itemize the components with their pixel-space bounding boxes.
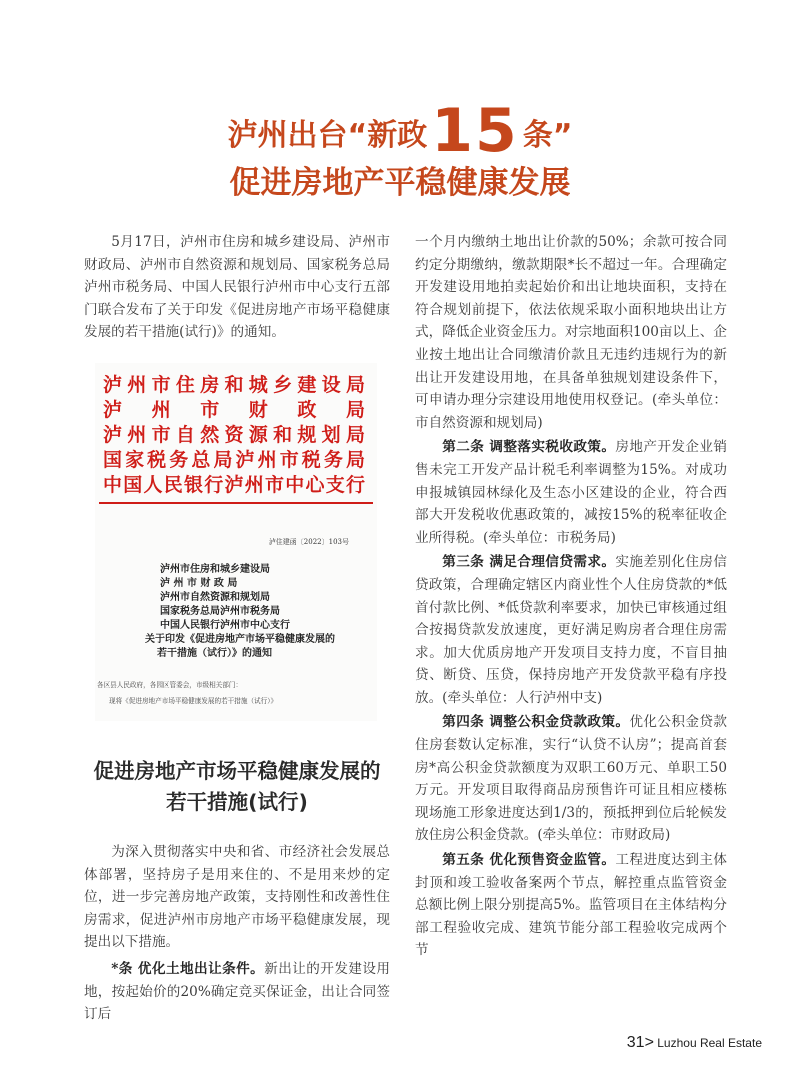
clause-heading: 第三条 满足合理信贷需求。 <box>442 554 616 571</box>
clause-paragraph <box>84 958 390 1026</box>
doc-header-line: 中国人民银行泸州市中心支行 <box>160 620 290 631</box>
preamble-paragraph <box>84 841 390 954</box>
doc-body-line: 现将《促进房地产市场平稳健康发展的若干措施（试行）》 <box>109 697 278 705</box>
clause-text: 一个月内缴纳土地出让价款的50%；余款可按合同约定分期缴纳，缴款期限*长不超过一年。合理确定开发建设用地拍卖起始价和出让地块面积，支持在符合规划前提下，依法依规采取小面积地块出让方式，降低企业资金压力。对宗地面积100亩以上、企业按土地出让合同缴清价款且无违约违规行为的新出让开发建设用地，在具备单独规划建设条件下，可申请办理分宗建设用地使用权登记。(牵头单位：市自然资源和规划局) <box>415 234 727 431</box>
doc-header-line: 泸州市住房和城乡建设局 <box>160 564 270 575</box>
doc-header-line: 泸州市自然资源和规划局 <box>160 592 270 603</box>
red-header-line: 泸州市自然资源和规划局 <box>103 424 365 446</box>
left-column-body <box>84 841 390 1026</box>
clause-heading: *条 优化土地出让条件。 <box>111 960 265 977</box>
clause-text: 新出让的开发建设用地，按起始价的20%确定竞买保证金，出让合同签订后 <box>84 960 391 1023</box>
clause-paragraph <box>415 849 727 962</box>
clause-text: 为深入贯彻落实中央和省、市经济社会发展总体部署，坚持房子是用来住的、不是用来炒的定位，进一步完善房地产政策，支持刚性和改善性住房需求，促进泸州市房地产市场平稳健康发展，现提出以下措施。 <box>84 844 390 951</box>
clause-text: 房地产开发企业销售未完工开发产品计税毛利率调整为15%。对成功申报城镇园林绿化及生态小区建设的企业，符合西部大开发税收优惠政策的，减按15%的税率征收企业所得税。(牵头单位：市税务局) <box>415 439 728 546</box>
clause-text: 实施差别化住房信贷政策，合理确定辖区内商业性个人住房贷款的*低首付款比例、*低贷款利率要求，加快已审核通过组合按揭贷款发放速度，更好满足购房者合理住房需求。加大优质房地产开发项目支持力度，不盲目抽贷、断贷、压贷，保持房地产开发贷款平稳有序投放。(牵头单位：人行泸州中支) <box>415 554 728 706</box>
title-suffix: 条” <box>522 118 573 153</box>
title-prefix: 泸州出台“新政 <box>227 118 428 153</box>
clause-heading: 第二条 调整落实税收政策。 <box>442 439 616 456</box>
clause-text: 工程进度达到主体封顶和竣工验收备案两个节点，解控重点监管资金总额比例上限分别提高5%。监管项目在主体结构分部工程验收完成、建筑节能分部工程验收完成两个节 <box>415 852 728 959</box>
clause-heading: 第五条 优化预售资金监管。 <box>442 852 616 869</box>
clause-paragraph <box>415 436 727 549</box>
title-number: 15 <box>431 96 519 166</box>
doc-salutation: 各区县人民政府，各园区管委会，市级相关部门： <box>97 681 243 689</box>
article-title-line2: 促进房地产平稳健康发展 <box>229 165 571 201</box>
intro-paragraph: 5月17日，泸州市住房和城乡建设局、泸州市财政局、泸州市自然资源和规划局、国家税务总局泸州市税务局、中国人民银行泸州市中心支行五部门联合发布了关于印发《促进房地产市场平稳健康发展的若干措施(试行)》的通知。 <box>84 234 390 341</box>
doc-header-line: 若干措施（试行）》的通知 <box>157 648 272 659</box>
official-document-image <box>95 363 377 721</box>
red-header-line: 国家税务总局泸州市税务局 <box>103 449 365 471</box>
red-header-line: 泸 州 市 财 政 局 <box>103 399 365 421</box>
doc-header-line: 泸 州 市 财 政 局 <box>160 578 238 589</box>
footer-arrow: > <box>644 1034 654 1051</box>
section-title-line2: 若干措施(试行) <box>166 790 308 814</box>
red-header-line: 泸州市住房和城乡建设局 <box>103 374 365 396</box>
red-divider <box>99 502 373 504</box>
red-header-line: 中国人民银行泸州市中心支行 <box>103 474 365 496</box>
clause-paragraph <box>415 551 727 709</box>
magazine-name: Luzhou Real Estate <box>657 1036 762 1050</box>
clause-heading: 第四条 调整公积金贷款政策。 <box>442 714 630 731</box>
doc-header-line: 关于印发《促进房地产市场平稳健康发展的 <box>145 634 335 645</box>
right-column-body <box>415 231 727 962</box>
page-number: 31 <box>626 1034 645 1051</box>
section-title <box>84 756 390 818</box>
clause-text: 优化公积金贷款住房套数认定标准，实行“认贷不认房”；提高首套房*高公积金贷款额度为双职工60万元、单职工50万元。开发项目取得商品房预售许可证且相应楼栋现场施工形象进度达到1/3的，预抵押到位后轮候发放住房公积金贷款。(牵头单位：市财政局) <box>415 714 728 844</box>
page-footer <box>627 1034 762 1052</box>
clause-paragraph <box>415 711 727 847</box>
doc-header-line: 国家税务总局泸州市税务局 <box>160 606 280 617</box>
section-title-line1: 促进房地产市场平稳健康发展的 <box>93 759 381 783</box>
document-number: 泸住建函〔2022〕103号 <box>268 538 349 546</box>
clause-continuation <box>415 231 727 434</box>
article-title-line1 <box>0 96 800 166</box>
